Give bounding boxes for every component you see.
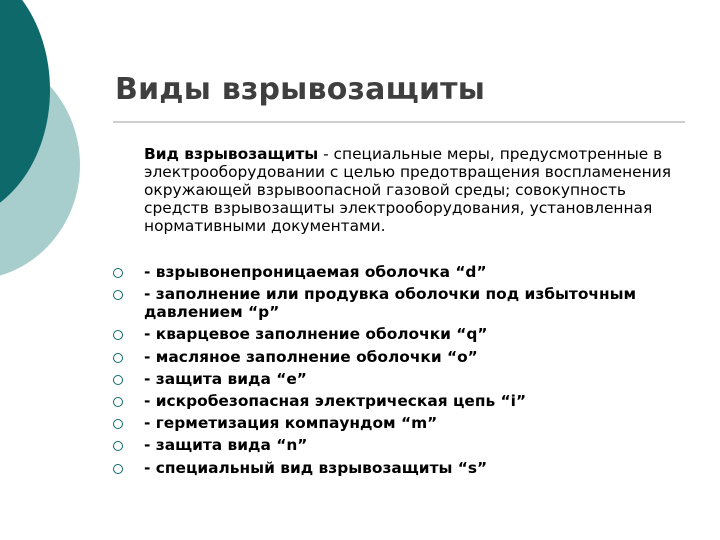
- bullet-icon: [113, 330, 123, 340]
- bullet-icon: [113, 464, 123, 474]
- list-item-text: - герметизация компаундом “m”: [144, 414, 438, 433]
- list-item: [113, 392, 693, 410]
- bullet-icon: [113, 290, 123, 300]
- list-item: [113, 285, 693, 321]
- list-item: [113, 436, 693, 454]
- bullet-icon: [113, 268, 123, 278]
- protection-types-list: [113, 263, 693, 481]
- definition-text: - специальные меры, предусмотренные в электрооборудовании с целью предотвращения воспламенения окружающей взрывоопасной газовой среды; совокупность средств взрывозащиты электрооборудования, установленная нормативными документами.: [144, 145, 671, 235]
- list-item: [113, 459, 693, 477]
- list-item-text: - защита вида “e”: [144, 369, 307, 388]
- bullet-icon: [113, 397, 123, 407]
- list-item: [113, 325, 693, 343]
- list-item-text: - кварцевое заполнение оболочки “q”: [144, 325, 488, 344]
- title-divider: [113, 121, 685, 123]
- slide-title: Виды взрывозащиты: [115, 72, 486, 107]
- list-item-text: - искробезопасная электрическая цепь “i”: [144, 391, 527, 410]
- list-item-text: - взрывонепроницаемая оболочка “d”: [144, 263, 487, 281]
- definition-term: Вид взрывозащиты: [144, 145, 319, 163]
- bullet-icon: [113, 375, 123, 385]
- list-item-text: - защита вида “n”: [144, 436, 308, 455]
- list-item: [113, 414, 693, 432]
- list-item: [113, 263, 693, 281]
- bullet-icon: [113, 419, 123, 429]
- list-item: [113, 370, 693, 388]
- list-item-text: - масляное заполнение оболочки “o”: [144, 347, 478, 366]
- definition-paragraph: [144, 145, 689, 235]
- bullet-icon: [113, 353, 123, 363]
- bullet-icon: [113, 441, 123, 451]
- list-item: [113, 348, 693, 366]
- list-item-text: - заполнение или продувка оболочки под избыточным давлением “p”: [144, 285, 637, 322]
- list-item-text: - специальный вид взрывозащиты “s”: [144, 458, 488, 477]
